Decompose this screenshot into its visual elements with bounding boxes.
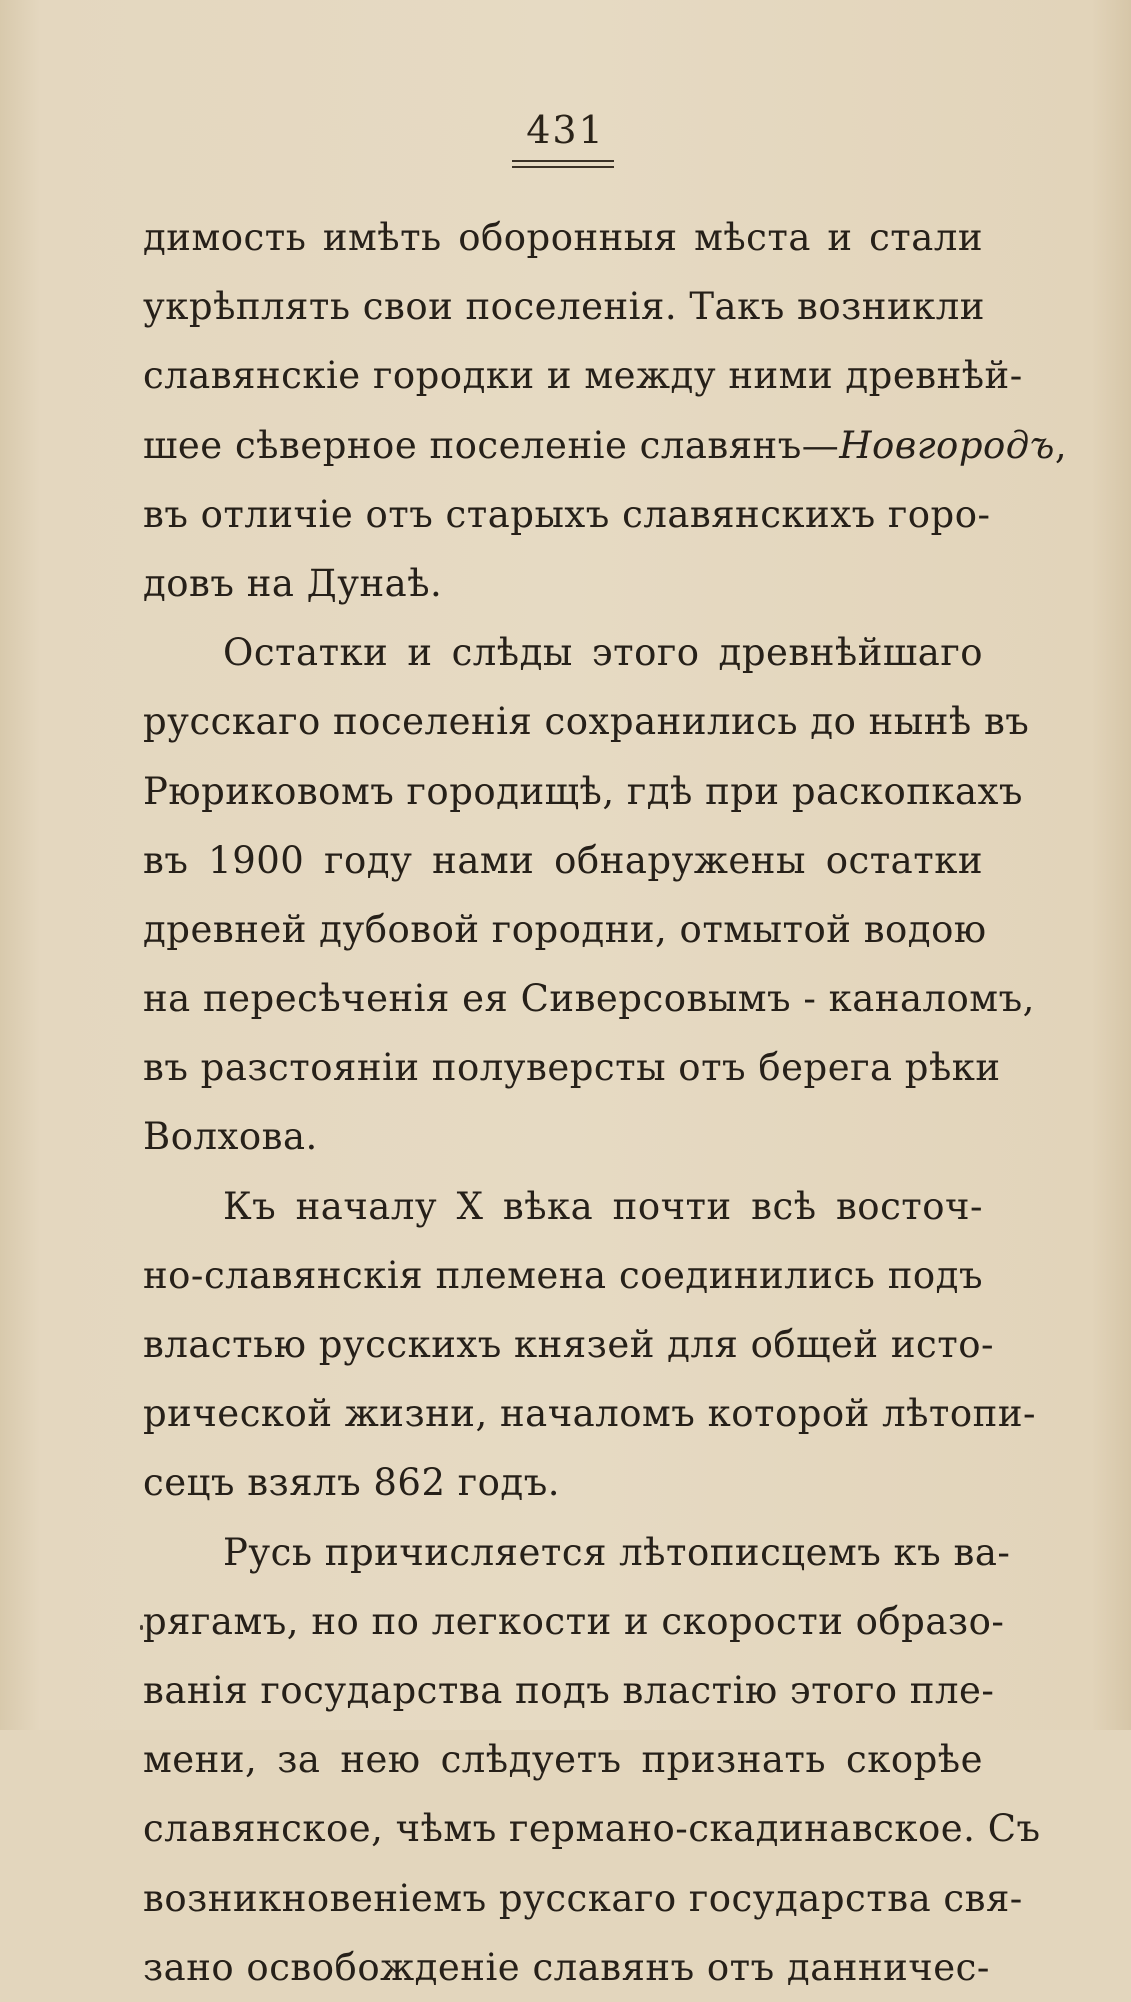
text-line: мени, за нею слѣдуетъ признать скорѣе [143,1738,983,1782]
text-line: древней дубовой городни, отмытой водою [143,907,987,951]
body-text [143,203,1068,2002]
text-line: рягамъ, но по легкости и скорости образо- [143,1599,1005,1643]
text-line: Волхова. [143,1115,318,1159]
paragraph [143,203,1068,618]
paragraph [143,1518,1041,2002]
text-line: зано освобожденіе славянъ отъ данничес- [143,1945,990,1989]
page-number-rule-bottom [512,166,614,168]
text-line: властью русскихъ князей для общей исто- [143,1323,994,1366]
page-number: 431 [526,108,605,152]
text-line: укрѣплять свои поселенія. Такъ возникли [143,285,985,329]
text-line: въ отличіе отъ старыхъ славянскихъ горо- [143,492,991,536]
text-line: Русь причисляется лѣтописцемъ къ ва- [223,1530,1011,1574]
text-line [143,411,1068,480]
text-line: Рюриковомъ городищѣ, гдѣ при раскопкахъ [143,769,1023,813]
text-line: славянскіе городки и между ними древнѣй- [143,354,1023,398]
text-segment: , [1054,423,1068,467]
text-segment: шее сѣверное поселеніе славянъ— [143,423,840,467]
text-line: славянское, чѣмъ германо-скадинавское. Съ [143,1807,1041,1851]
paragraph [143,618,1035,1172]
page-number-rule-top [512,160,614,162]
text-line: димость имѣть оборонныя мѣста и стали [143,216,983,259]
text-line: въ разстояніи полуверсты отъ берега рѣки [143,1046,1001,1090]
paragraph [143,1172,1036,1518]
text-line: сецъ взялъ 862 годъ. [143,1461,560,1505]
italic-place-name: Новгородъ [839,423,1055,467]
text-line: русскаго поселенія сохранились до нынѣ въ [143,700,1030,744]
text-line: довъ на Дунаѣ. [143,561,443,605]
text-line: Остатки и слѣды этого древнѣйшаго [223,631,983,675]
text-line: на пересѣченія ея Сиверсовымъ - каналомъ, [143,977,1035,1021]
text-line: рической жизни, началомъ которой лѣтопи- [143,1392,1036,1436]
print-speck [140,1625,143,1630]
text-line: ванія государства подъ властію этого пле- [143,1668,995,1712]
text-line: возникновеніемъ русскаго государства свя- [143,1876,1023,1920]
text-line: въ 1900 году нами обнаружены остатки [143,838,983,882]
text-line: но-славянскія племена соединились подъ [143,1253,983,1297]
text-line: Къ началу X вѣка почти всѣ восточ- [223,1184,983,1228]
